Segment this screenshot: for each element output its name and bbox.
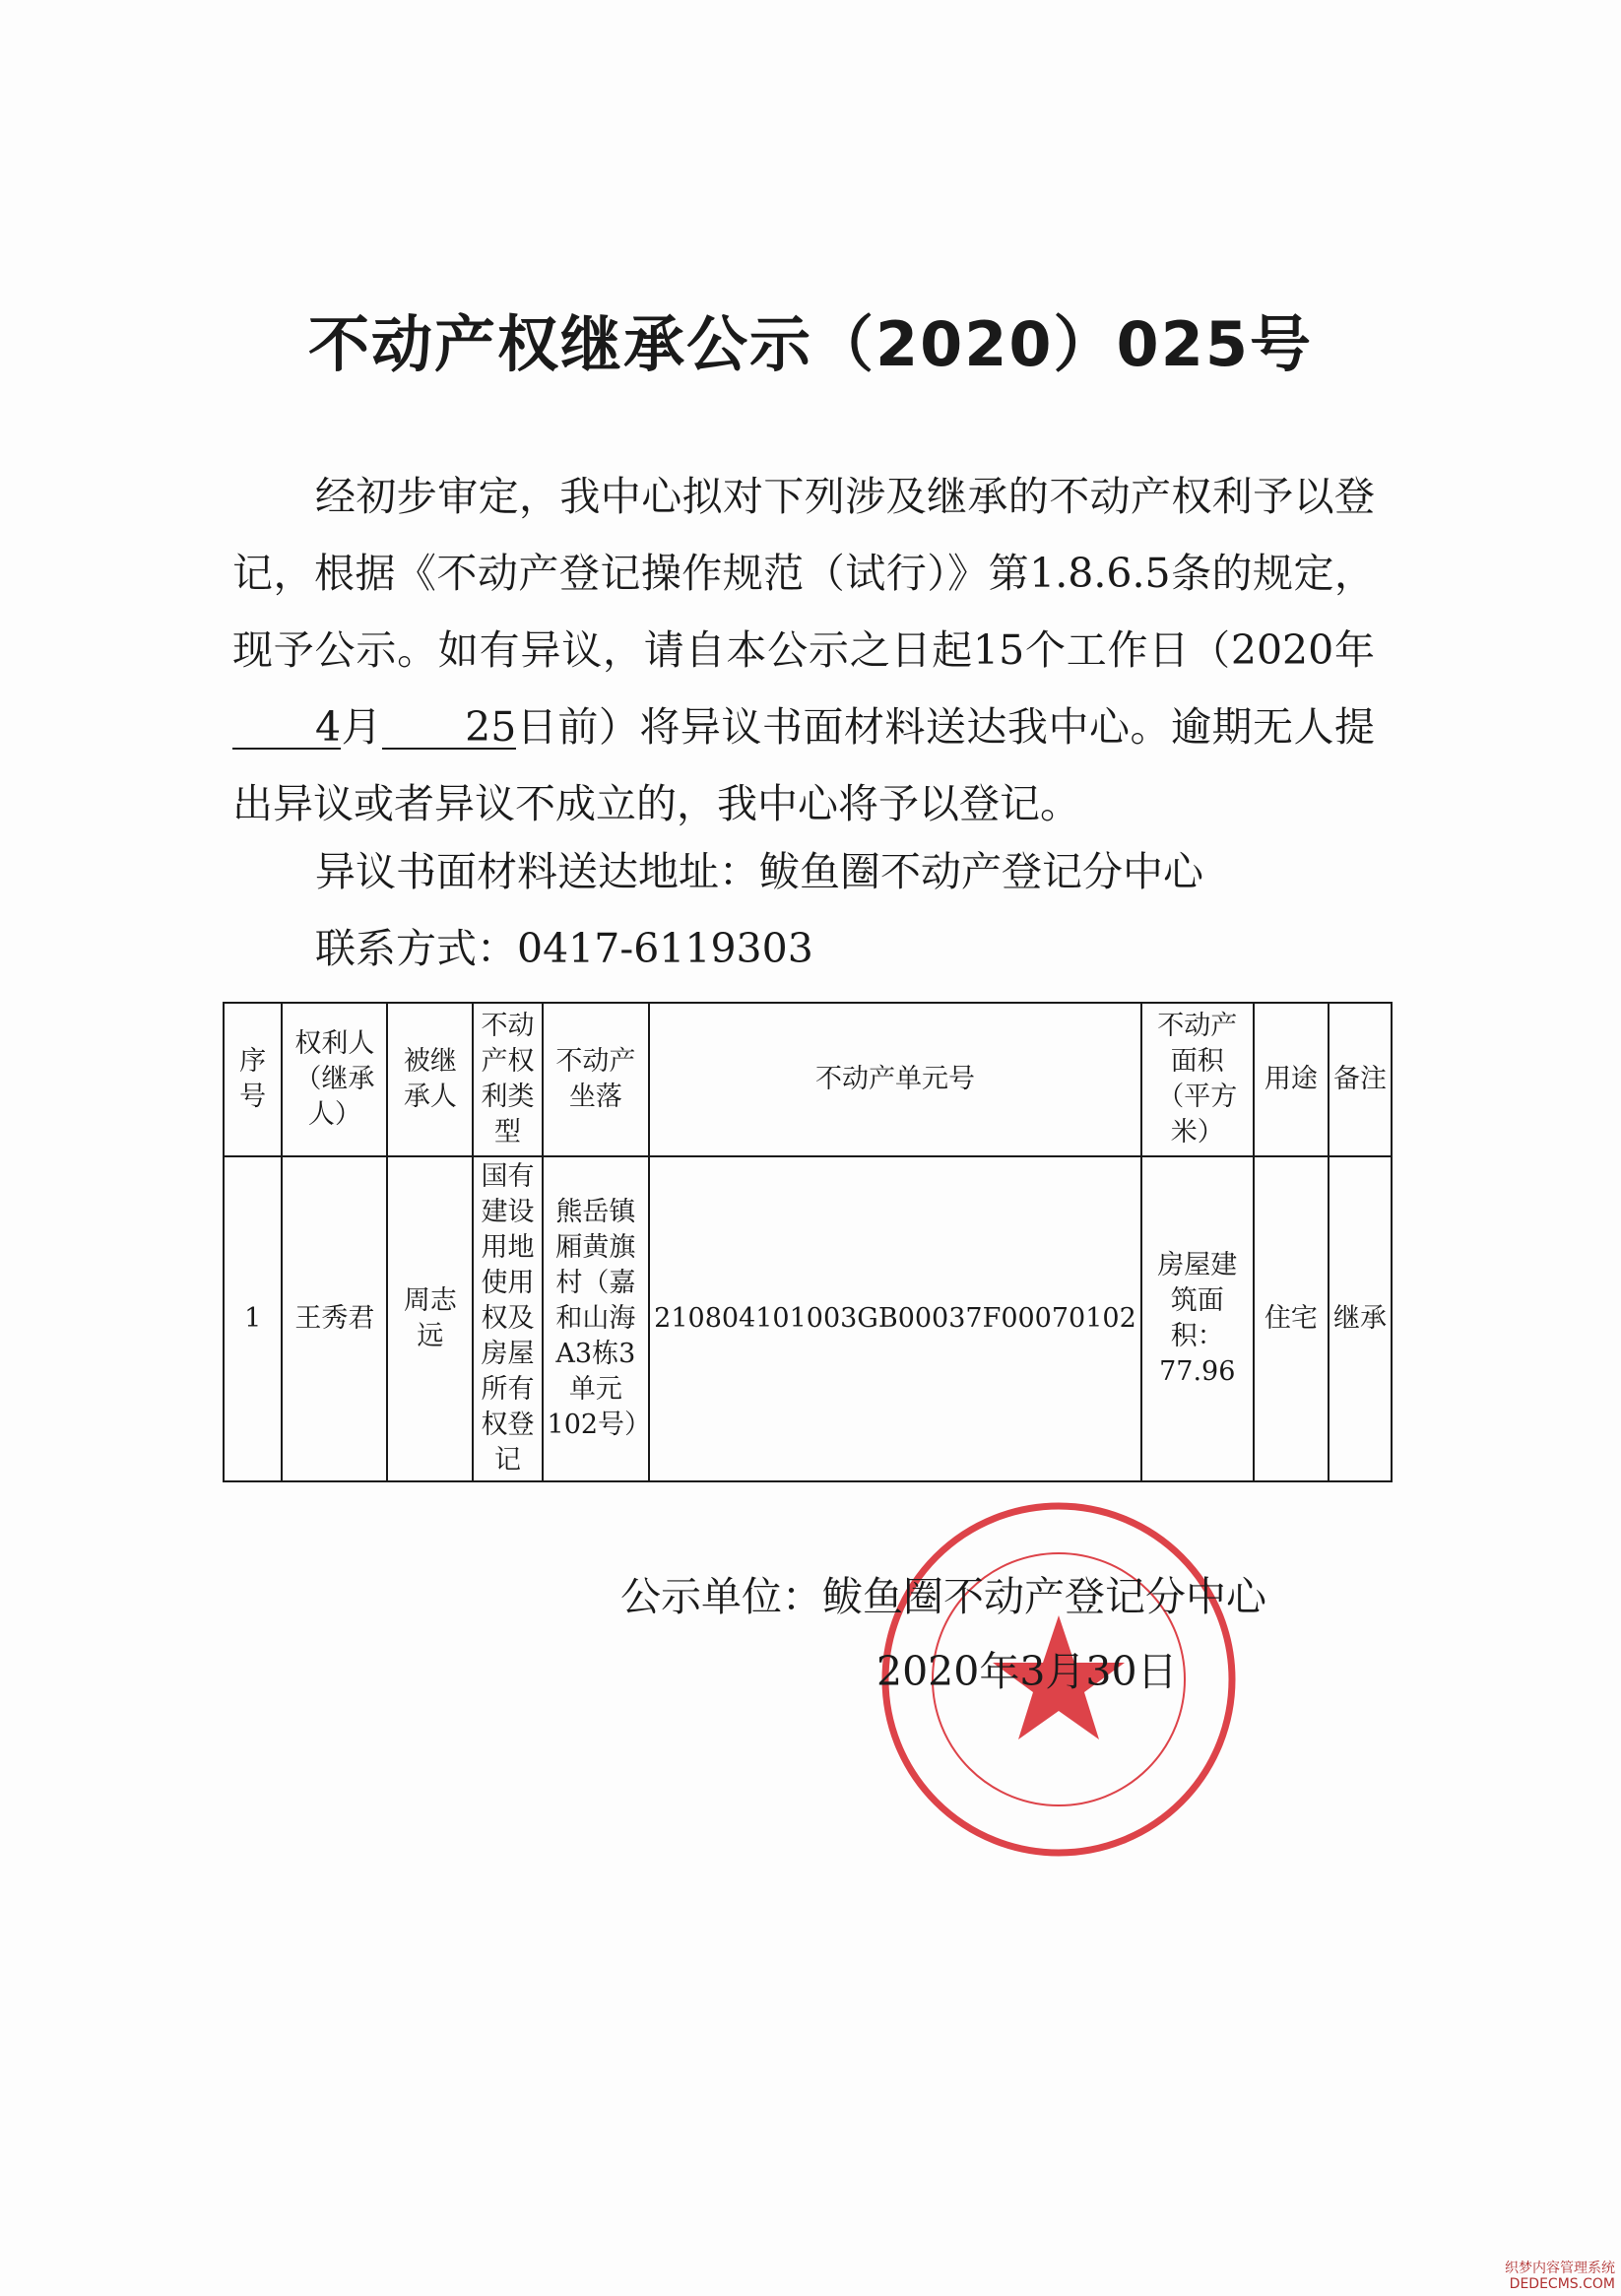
cell-location: 熊岳镇厢黄旗村（嘉和山海A3栋3单元102号）: [543, 1156, 650, 1481]
table-row: [224, 1156, 1392, 1481]
watermark-logo: [1505, 2261, 1615, 2292]
day-field: 25: [382, 706, 516, 750]
paragraph-text-end: 日前）将异议书面材料送达我中心。逾期无人提出异议或者异议不成立的，我中心将予以登记。: [232, 703, 1376, 827]
month-field: 4: [232, 706, 341, 750]
issue-date: 2020年3月30日: [876, 1648, 1178, 1695]
issuing-unit: 公示单位：鲅鱼圈不动产登记分中心: [620, 1573, 1266, 1620]
cell-right-type: 国有建设用地使用权及房屋所有权登记: [473, 1156, 542, 1481]
cell-area: 房屋建筑面积：77.96: [1141, 1156, 1254, 1481]
watermark-line-2: DEDECMS.COM: [1509, 2276, 1615, 2292]
cell-decedent: 周志远: [387, 1156, 473, 1481]
header-decedent: 被继承人: [387, 1003, 473, 1156]
cell-unit-number: 210804101003GB00037F00070102: [649, 1156, 1141, 1481]
cell-usage: 住宅: [1254, 1156, 1329, 1481]
cell-remarks: 继承: [1329, 1156, 1392, 1481]
cell-index: 1: [224, 1156, 282, 1481]
paragraph-text-start: 经初步审定，我中心拟对下列涉及继承的不动产权利予以登记，根据《不动产登记操作规范（试行）》第1.8.6.5条的规定，现予公示。如有异议，请自本公示之日起15个工作日（2020年: [232, 473, 1375, 674]
contact-info: 联系方式：0417-6119303: [315, 925, 813, 972]
header-area: 不动产面积（平方米）: [1141, 1003, 1254, 1156]
objection-address: 异议书面材料送达地址：鲅鱼圈不动产登记分中心: [315, 848, 1203, 895]
header-location: 不动产坐落: [543, 1003, 650, 1156]
cell-heir: 王秀君: [282, 1156, 387, 1481]
watermark-line-1: 织梦内容管理系统: [1505, 2261, 1615, 2276]
page-title: 不动产权继承公示（2020）025号: [308, 308, 1313, 380]
header-right-type: 不动产权利类型: [473, 1003, 542, 1156]
month-suffix: 月: [341, 703, 383, 751]
registration-table: [223, 1002, 1393, 1482]
header-remarks: 备注: [1329, 1003, 1392, 1156]
header-heir: 权利人（继承人）: [282, 1003, 387, 1156]
header-usage: 用途: [1254, 1003, 1329, 1156]
header-unit-number: 不动产单元号: [649, 1003, 1141, 1156]
notice-paragraph: [232, 458, 1375, 842]
header-index: 序号: [224, 1003, 282, 1156]
table-header-row: [224, 1003, 1392, 1156]
